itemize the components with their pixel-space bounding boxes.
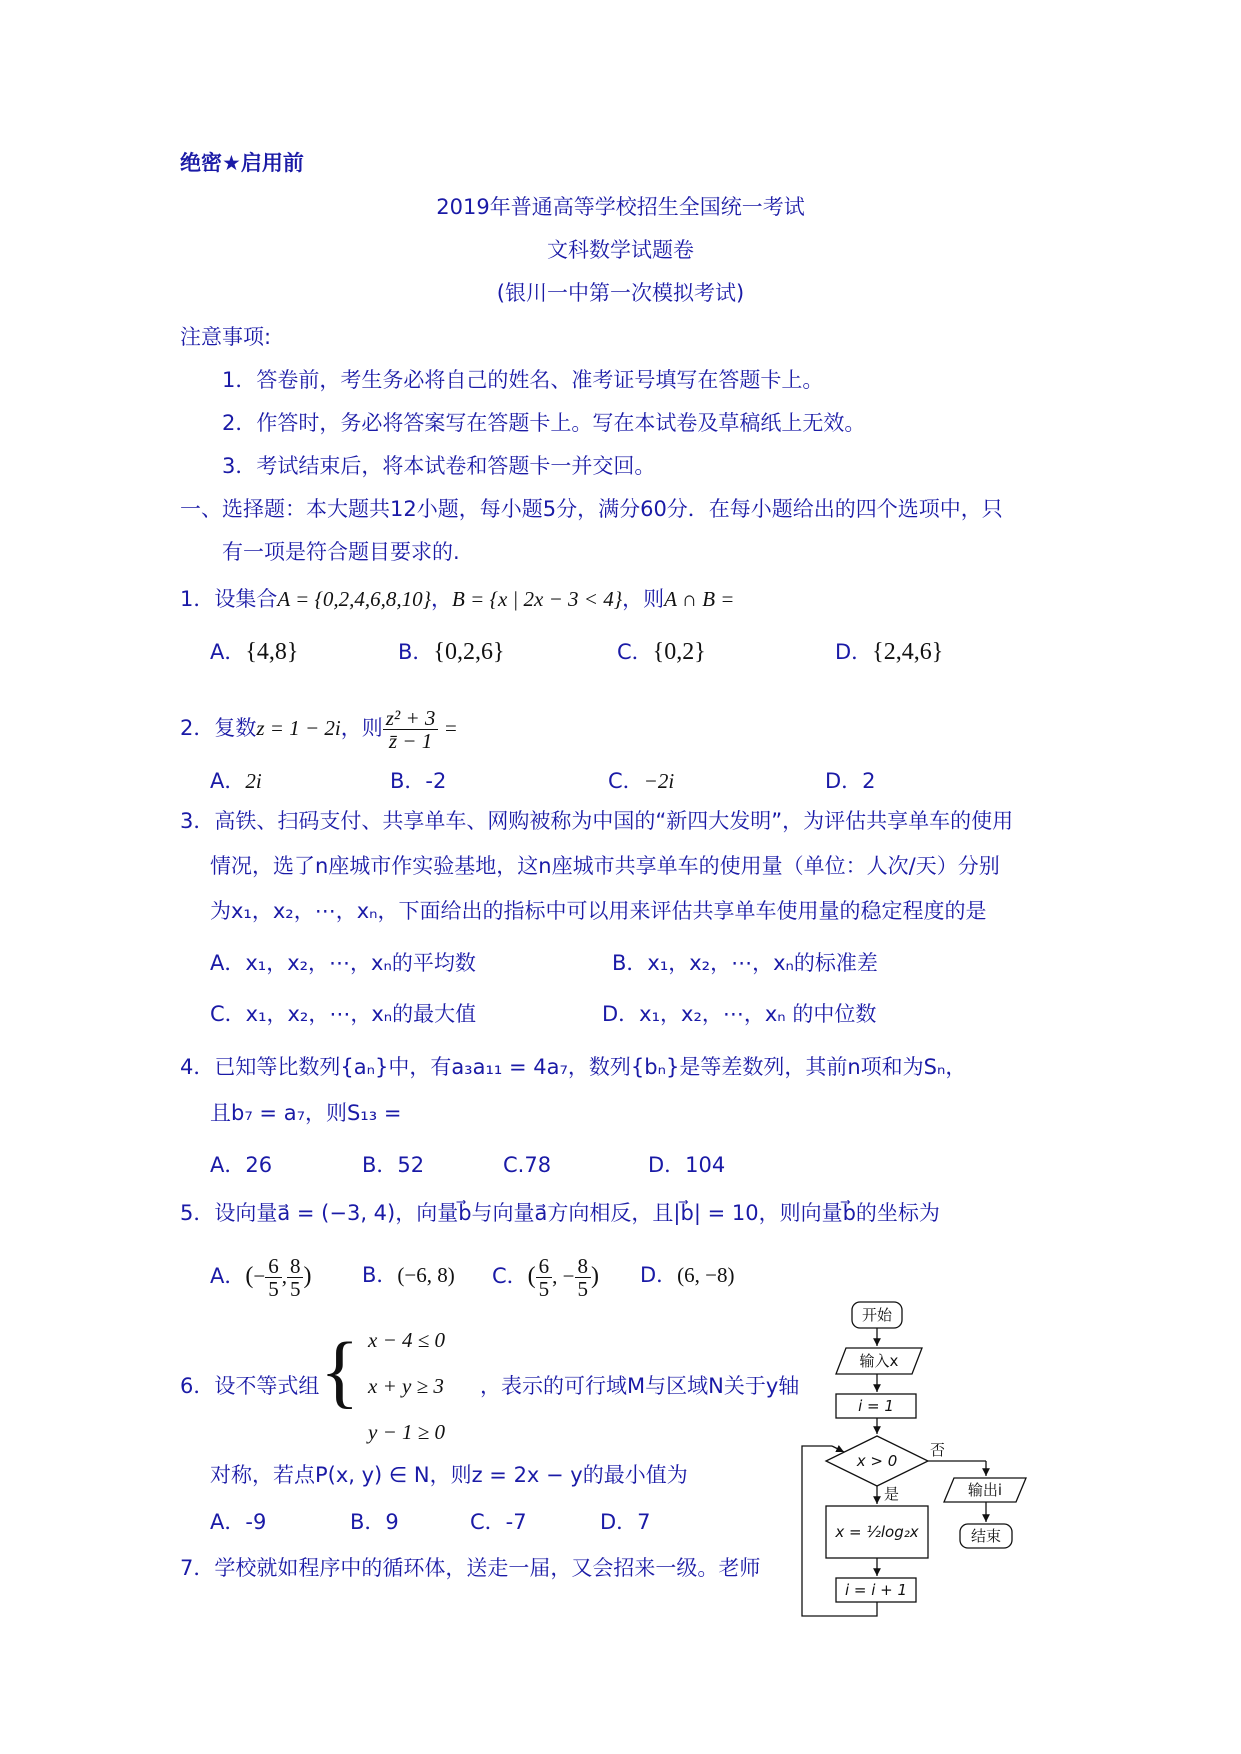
numerator: 8	[287, 1255, 304, 1278]
denominator: 5	[289, 1276, 301, 1301]
note-item: 3．考试结束后，将本试卷和答题卡一并交回。	[222, 454, 656, 478]
notes-heading: 注意事项:	[180, 325, 272, 349]
q5-option-c	[492, 1250, 599, 1302]
option-value: −2i	[643, 769, 675, 793]
q1-set-b: B = {x | 2x − 3 < 4}	[452, 587, 623, 611]
section-heading: 一、选择题：本大题共12小题，每小题5分，满分60分．在每小题给出的四个选项中，只	[180, 497, 1003, 521]
flow-end: 结束	[970, 1527, 1002, 1545]
option-label: D．	[835, 640, 873, 664]
q3-option-a: A．x₁，x₂，⋯，xₙ的平均数	[210, 951, 476, 975]
fraction	[287, 1255, 304, 1300]
option-label: D．	[825, 769, 863, 793]
denominator: 5	[538, 1276, 550, 1301]
denominator: 5	[268, 1276, 279, 1301]
q1-then: ，则	[622, 587, 665, 611]
q2-option-a	[210, 766, 262, 796]
question-6-line: ，表示的可行域M与区域N关于y轴	[480, 1374, 800, 1398]
question-5: 5．设向量a⃗ = (−3, 4)，向量b⃗与向量a⃗方向相反，且|b⃗| = 10，则向量b⃗的坐标为	[180, 1201, 940, 1225]
option-value: {0,2,6}	[433, 639, 505, 665]
option-value: {0,2}	[652, 639, 706, 665]
flow-yes: 是	[884, 1485, 900, 1503]
flow-init: i = 1	[858, 1397, 894, 1415]
option-label: D．	[640, 1263, 678, 1287]
q4-option-c: C.78	[503, 1153, 552, 1177]
option-label: A．	[210, 640, 246, 664]
q1-option-a	[210, 637, 298, 667]
q2-z: z = 1 − 2i	[256, 716, 341, 740]
option-value: {2,4,6}	[872, 639, 944, 665]
question-1	[180, 584, 734, 614]
system-row: y − 1 ≥ 0	[368, 1420, 446, 1444]
flow-incr: i = i + 1	[844, 1581, 908, 1599]
q6-option-b: B．9	[350, 1510, 399, 1534]
flow-no: 否	[930, 1441, 946, 1459]
q2-option-b	[390, 766, 446, 796]
note-item: 1．答卷前，考生务必将自己的姓名、准考证号填写在答题卡上。	[222, 368, 824, 392]
system-brace: {	[320, 1325, 360, 1416]
denominator: 5	[577, 1276, 589, 1301]
numerator: 6	[265, 1255, 282, 1278]
flow-input: 输入x	[859, 1352, 899, 1370]
flow-output: 输出i	[967, 1481, 1003, 1499]
option-value: 2i	[245, 769, 262, 793]
q2-prefix: 2．复数	[180, 716, 257, 740]
question-4-line: 4．已知等比数列{aₙ}中，有a₃a₁₁ = 4a₇，数列{bₙ}是等差数列，其前n项和为Sₙ，	[180, 1055, 967, 1079]
minus-sign: −	[253, 1264, 266, 1288]
q1-option-b	[398, 637, 504, 667]
section-heading-cont: 有一项是符合题目要求的.	[222, 540, 460, 564]
paper-subtitle: (银川一中第一次模拟考试)	[496, 281, 745, 305]
comma: , −	[552, 1264, 575, 1288]
q5-option-b	[362, 1260, 455, 1290]
question-4-line: 且b₇ = a₇，则S₁₃ =	[210, 1101, 402, 1125]
option-label: C．	[617, 640, 653, 664]
option-label: B．	[398, 640, 434, 664]
q6-option-d: D．7	[600, 1510, 651, 1534]
q1-set-a: A = {0,2,4,6,8,10}	[277, 587, 432, 611]
question-3-line: 为x₁，x₂，⋯，xₙ，下面给出的指标中可以用来评估共享单车使用量的稳定程度的是	[210, 899, 987, 923]
option-value: 2	[862, 769, 876, 793]
flow-cond: x > 0	[856, 1452, 898, 1470]
exam-title: 2019年普通高等学校招生全国统一考试	[436, 195, 805, 219]
paren-open: (	[245, 1263, 254, 1289]
q4-option-d: D．104	[648, 1153, 726, 1177]
option-label: A．	[210, 769, 246, 793]
q2-option-d	[825, 766, 876, 796]
question-7-line: 7．学校就如程序中的循环体，送走一届，又会招来一级。老师	[180, 1556, 761, 1580]
paren-open: (	[527, 1263, 536, 1289]
numerator: 8	[575, 1255, 592, 1278]
paren-close: )	[303, 1263, 312, 1289]
q3-option-d: D．x₁，x₂，⋯，xₙ 的中位数	[602, 1002, 877, 1026]
q2-denominator: z̄ − 1	[388, 728, 433, 753]
q5-option-d	[640, 1260, 735, 1290]
option-value: (6, −8)	[677, 1263, 735, 1287]
q2-option-c	[608, 766, 674, 796]
fraction	[575, 1255, 592, 1300]
fraction	[536, 1255, 553, 1300]
flow-update: x = ½log₂x	[835, 1523, 919, 1541]
option-value: {4,8}	[245, 639, 299, 665]
system-row: x − 4 ≤ 0	[368, 1328, 446, 1352]
q1-prefix: 1．设集合	[180, 587, 278, 611]
option-value: -2	[425, 769, 447, 793]
q2-fraction	[383, 707, 439, 752]
question-6-line: 对称，若点P(x, y) ∈ N，则z = 2x − y的最小值为	[210, 1463, 688, 1487]
question-6-prefix: 6．设不等式组	[180, 1374, 320, 1398]
q2-numerator: z² + 3	[383, 707, 439, 730]
fraction	[265, 1255, 282, 1300]
question-3-line: 情况，选了n座城市作实验基地，这n座城市共享单车的使用量（单位：人次/天）分别	[210, 854, 1000, 878]
flowchart	[800, 1300, 1040, 1640]
flow-arrow	[832, 1446, 844, 1452]
option-label: B．	[390, 769, 426, 793]
note-item: 2．作答时，务必将答案写在答题卡上。写在本试卷及草稿纸上无效。	[222, 411, 866, 435]
q1-option-c	[617, 637, 706, 667]
paper-title: 文科数学试题卷	[547, 238, 694, 262]
q4-option-a: A．26	[210, 1153, 273, 1177]
q2-eq: =	[438, 716, 458, 740]
option-label: C．	[492, 1264, 528, 1288]
q1-option-d	[835, 637, 943, 667]
numerator: 6	[536, 1255, 553, 1278]
question-3-line: 3．高铁、扫码支付、共享单车、网购被称为中国的“新四大发明”，为评估共享单车的使用	[180, 809, 1014, 833]
option-label: C．	[608, 769, 644, 793]
q6-option-a: A．-9	[210, 1510, 267, 1534]
q2-then: ，则	[340, 716, 383, 740]
q3-option-b: B．x₁，x₂，⋯，xₙ的标准差	[612, 951, 878, 975]
option-label: A．	[210, 1264, 246, 1288]
option-value: (−6, 8)	[397, 1263, 455, 1287]
q3-option-c: C．x₁，x₂，⋯，xₙ的最大值	[210, 1002, 477, 1026]
secret-label: 绝密★启用前	[180, 151, 304, 175]
q4-option-b: B．52	[362, 1153, 425, 1177]
q6-option-c: C．-7	[470, 1510, 527, 1534]
flow-start: 开始	[861, 1306, 893, 1324]
q1-sep: ，	[431, 587, 453, 611]
q1-ask: A ∩ B =	[664, 587, 735, 611]
question-2	[180, 700, 458, 756]
q5-option-a	[210, 1250, 311, 1302]
system-row: x + y ≥ 3	[368, 1374, 444, 1398]
option-label: B．	[362, 1263, 398, 1287]
paren-close: )	[591, 1263, 600, 1289]
comma: ,	[281, 1264, 287, 1288]
